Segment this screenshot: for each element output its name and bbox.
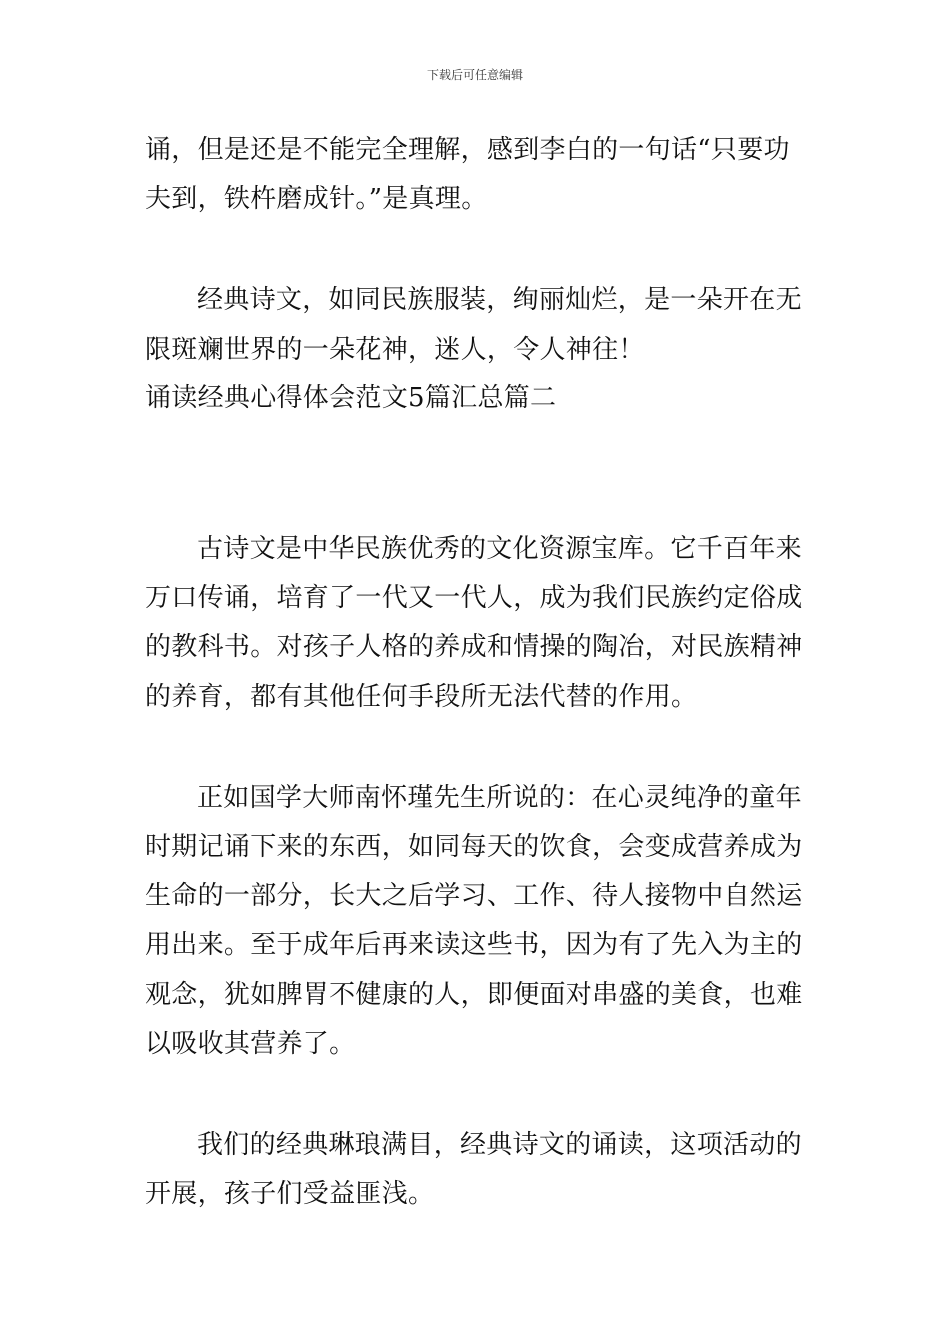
paragraph-first-line: 正如国学大师南怀瑾先生所说的：在心灵纯净的童年 <box>197 783 802 813</box>
text-line: 时期记诵下来的东西，如同每天的饮食，会变成营养成为 <box>145 832 803 862</box>
text-line: 限斑斓世界的一朵花神，迷人，令人神往！ <box>145 335 645 365</box>
section-heading: 诵读经典心得体会范文5篇汇总篇二 <box>145 383 557 413</box>
text-line: 的养育，都有其他任何手段所无法代替的作用。 <box>145 682 698 712</box>
text-line: 用出来。至于成年后再来读这些书，因为有了先入为主的 <box>145 930 803 960</box>
text-line: 诵，但是还是不能完全理解，感到李白的一句话“只要功 <box>145 135 790 165</box>
text-line: 夫到，铁杵磨成针。”是真理。 <box>145 184 488 214</box>
text-line: 万口传诵，培育了一代又一代人，成为我们民族约定俗成 <box>145 583 803 613</box>
text-line: 开展，孩子们受益匪浅。 <box>145 1179 435 1209</box>
paragraph-first-line: 古诗文是中华民族优秀的文化资源宝库。它千百年来 <box>197 534 802 564</box>
paragraph-first-line: 经典诗文，如同民族服装，绚丽灿烂，是一朵开在无 <box>197 285 802 315</box>
text-line: 观念，犹如脾胃不健康的人，即便面对串盛的美食，也难 <box>145 980 803 1010</box>
text-line: 生命的一部分，长大之后学习、工作、待人接物中自然运 <box>145 881 803 911</box>
page-header: 下载后可任意编辑 <box>426 68 523 82</box>
paragraph-first-line: 我们的经典琳琅满目，经典诗文的诵读，这项活动的 <box>197 1130 802 1160</box>
text-line: 以吸收其营养了。 <box>145 1029 356 1059</box>
text-line: 的教科书。对孩子人格的养成和情操的陶冶，对民族精神 <box>145 632 803 662</box>
